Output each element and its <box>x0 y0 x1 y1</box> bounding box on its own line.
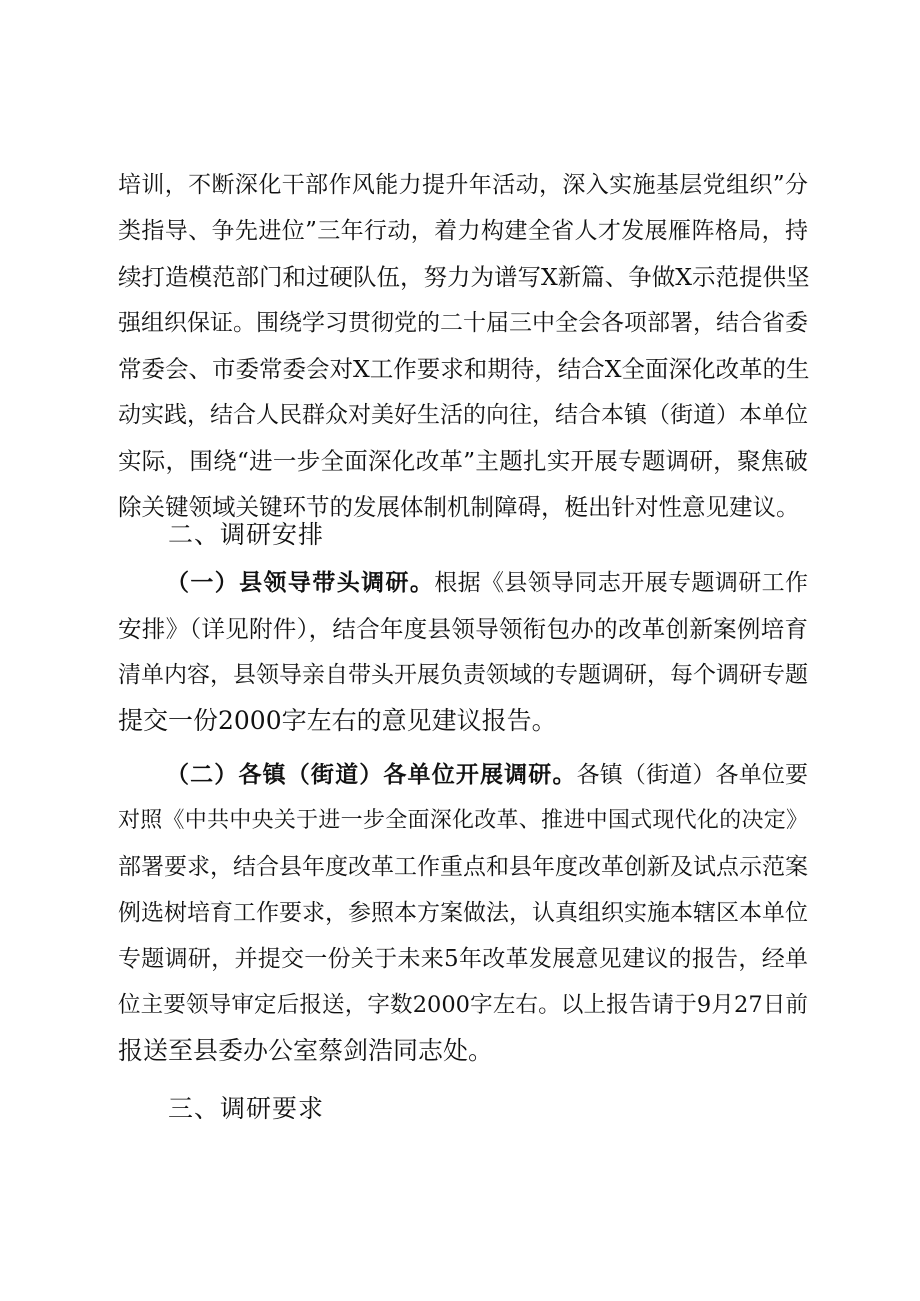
paragraph-line: 例选树培育工作要求，参照本方案做法，认真组织实施本辖区本单位 <box>118 900 808 926</box>
item-first-line <box>166 566 808 600</box>
paragraph-line: 培训，不断深化干部作风能力提升年活动，深入实施基层党组织”分 <box>118 172 808 198</box>
paragraph-line: 专题调研，并提交一份关于未来5年改革发展意见建议的报告，经单 <box>118 946 808 972</box>
paragraph-line: 实际，围绕“进一步全面深化改革”主题扎实开展专题调研，聚焦破 <box>118 447 808 475</box>
paragraph-line: 常委会、市委常委会对X工作要求和期待，结合X全面深化改革的生 <box>118 355 810 383</box>
section-heading-arrangement: 二、调研安排 <box>168 520 325 549</box>
paragraph-line: 强组织保证。围绕学习贯彻党的二十届三中全会各项部署，结合省委 <box>118 310 808 336</box>
item-text: 根据《县领导同志开展专题调研工作 <box>434 570 809 596</box>
paragraph-line: 部署要求，结合县年度改革工作重点和县年度改革创新及试点示范案 <box>118 854 808 880</box>
paragraph-line: 续打造模范部门和过硬队伍，努力为谱写X新篇、争做X示范提供坚 <box>118 263 810 291</box>
section-heading-requirements: 三、调研要求 <box>168 1094 325 1123</box>
paragraph-line: 动实践，结合人民群众对美好生活的向往，结合本镇（街道）本单位 <box>118 402 808 428</box>
paragraph-line: 报送至县委办公室蔡剑浩同志处。 <box>118 1036 494 1065</box>
paragraph-line: 提交一份2000字左右的意见建议报告。 <box>118 706 557 735</box>
item-title: （二）各镇（街道）各单位开展调研。 <box>166 762 577 788</box>
item-text: 各镇（街道）各单位要 <box>576 762 809 788</box>
paragraph-line: 清单内容，县领导亲自带头开展负责领域的专题调研，每个调研专题 <box>118 662 808 688</box>
item-first-line <box>166 758 808 792</box>
paragraph-line: 类指导、争先进位”三年行动，着力构建全省人才发展雁阵格局，持 <box>118 218 808 244</box>
paragraph-line: 除关键领域关键环节的发展体制机制障碍，梃出针对性意见建议。 <box>118 493 800 521</box>
item-title: （一）县领导带头调研。 <box>166 570 435 596</box>
paragraph-line: 位主要领导审定后报送，字数2000字左右。以上报告请于9月27日前 <box>118 992 808 1018</box>
paragraph-line: 安排》（详见附件），结合年度县领导领衔包办的改革创新案例培育 <box>118 615 808 643</box>
paragraph-line: 对照《中共中央关于进一步全面深化改革、推进中国式现代化的决定》 <box>118 808 808 833</box>
